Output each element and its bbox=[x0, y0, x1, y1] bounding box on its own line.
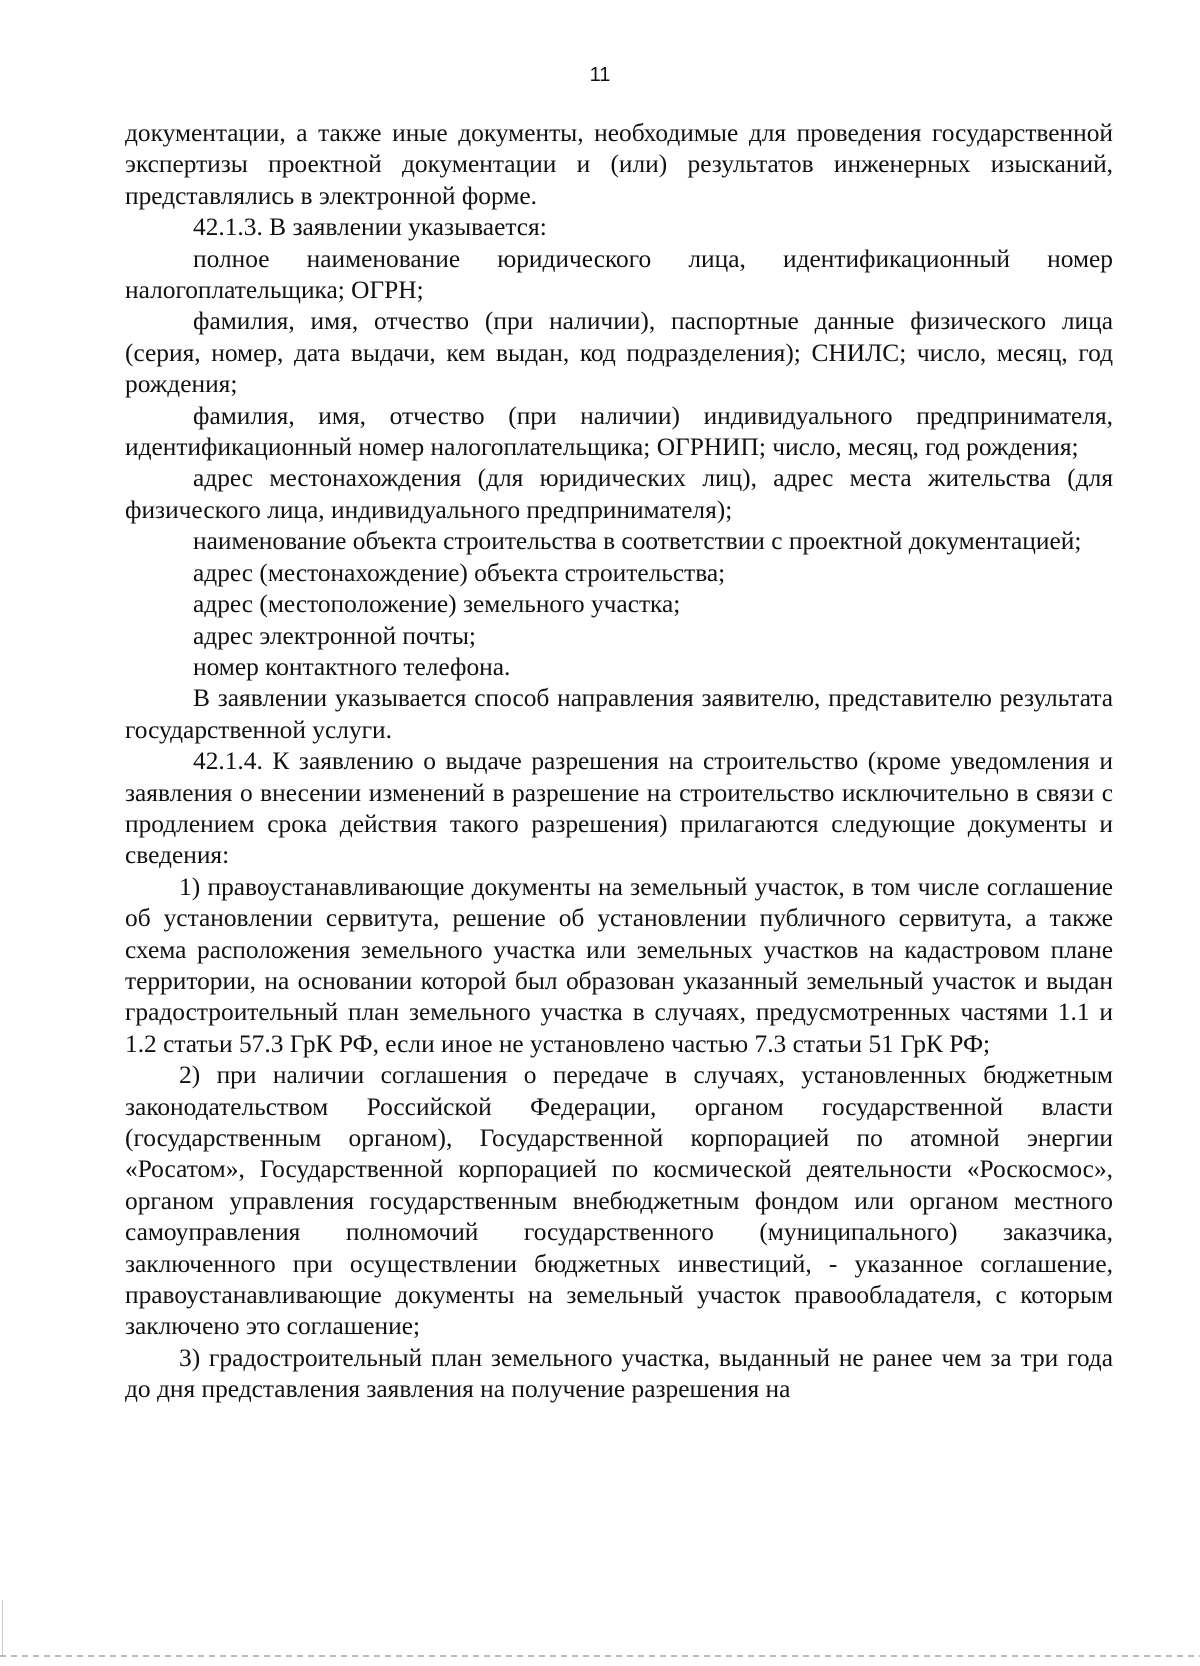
paragraph-individual: фамилия, имя, отчество (при наличии), паспортные данные физического лица (серия, номер, дата выдачи, кем выдан, код подразделения); СНИЛС; число, месяц, год рождения; bbox=[125, 307, 1113, 399]
scan-bottom-edge bbox=[0, 1655, 1200, 1657]
paragraph-email: адрес электронной почты; bbox=[193, 621, 476, 650]
paragraph-delivery-method: В заявлении указывается способ направления заявителю, представителю результата государственной услуги. bbox=[125, 684, 1113, 744]
list-item-1: 1) правоустанавливающие документы на земельный участок, в том числе соглашение об установлении сервитута, решение об установлении публичного сервитута, а также схема расположения земельного участка или земельных участков на кадастровом плане территории, на основании которой был образован указанный земельный участок и выдан градостроительный план земельного участка в случаях, предусмотренных частями 1.1 и 1.2 статьи 57.3 ГрК РФ, если иное не установлено частью 7.3 статьи 51 ГрК РФ; bbox=[125, 872, 1113, 1058]
list-item-2: 2) при наличии соглашения о передаче в случаях, установленных бюджетным законодательством Российской Федерации, органом государственной власти (государственным органом), Государственной корпорацией по атомной энергии «Росатом», Государственной корпорацией по космической деятельности «Роскосмос», органом управления государственным внебюджетным фондом или органом местного самоуправления полномочий государственного (муниципального) заказчика, заключенного при осуществлении бюджетных инвестиций, - указанное соглашение, правоустанавливающие документы на земельный участок правообладателя, с которым заключено это соглашение; bbox=[125, 1061, 1113, 1341]
paragraph-entrepreneur: фамилия, имя, отчество (при наличии) индивидуального предпринимателя, идентификационный номер налогоплательщика; ОГРНИП; число, месяц, год рождения; bbox=[125, 401, 1113, 462]
paragraph-land-address: адрес (местоположение) земельного участка; bbox=[193, 590, 681, 619]
paragraph-address: адрес местонахождения (для юридических лиц), адрес места жительства (для физического лица, индивидуального предпринимателя); bbox=[125, 464, 1113, 524]
scan-left-edge bbox=[2, 1600, 3, 1656]
paragraph-object-address: адрес (местонахождение) объекта строительства; bbox=[193, 558, 726, 587]
page-number: 11 bbox=[589, 64, 611, 86]
paragraph-clause-42-1-3: 42.1.3. В заявлении указывается: bbox=[193, 213, 547, 242]
paragraph-clause-42-1-4: 42.1.4. К заявлению о выдаче разрешения на строительство (кроме уведомления и заявления о внесении изменений в разрешение на строительство исключительно в связи с продлением срока действия такого разрешения) прилагаются следующие документы и сведения: bbox=[125, 747, 1113, 870]
document-body bbox=[125, 118, 1113, 1406]
list-item-3: 3) градостроительный план земельного участка, выданный не ранее чем за три года до дня представления заявления на получение разрешения на bbox=[125, 1343, 1113, 1404]
paragraph-object-name: наименование объекта строительства в соответствии с проектной документацией; bbox=[193, 527, 1082, 556]
paragraph-legal-entity: полное наименование юридического лица, идентификационный номер налогоплательщика; ОГРН; bbox=[125, 244, 1113, 305]
paragraph-phone: номер контактного телефона. bbox=[193, 652, 511, 681]
paragraph-continuation: документации, а также иные документы, необходимые для проведения государственной экспертизы проектной документации и (или) результатов инженерных изысканий, представлялись в электронной форме. bbox=[125, 119, 1113, 210]
